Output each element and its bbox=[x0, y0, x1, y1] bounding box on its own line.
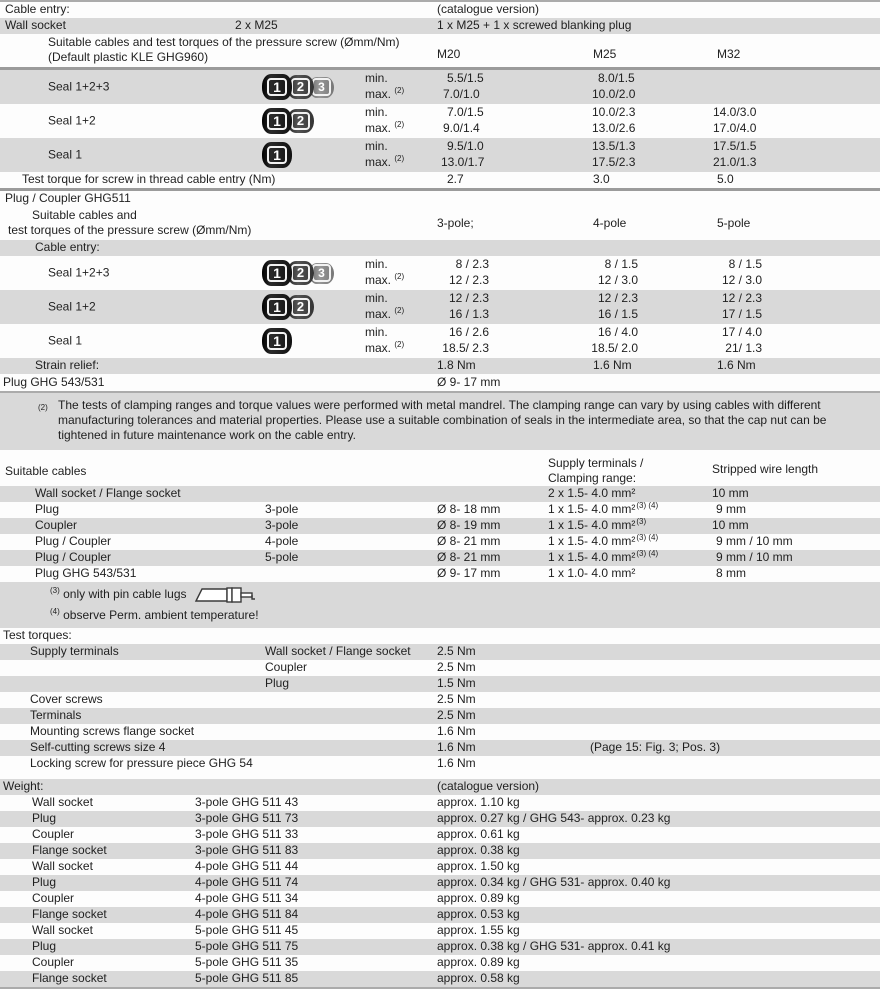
section-title: Weight: bbox=[3, 779, 44, 793]
cell-model: 4-pole GHG 511 34 bbox=[195, 891, 299, 905]
cell-item: Plug bbox=[32, 875, 57, 889]
footnote2-ref: (2) bbox=[394, 154, 405, 163]
seal-1-icon: 1 bbox=[262, 74, 292, 100]
seal-label: Seal 1 bbox=[48, 147, 83, 162]
test-torque-thread-row bbox=[0, 172, 880, 188]
cell-note: (Page 15: Fig. 3; Pos. 3) bbox=[590, 740, 721, 754]
cell-supply: 1 x 1.5- 4.0 mm²$^{(3)}$ bbox=[548, 517, 647, 532]
cell-label: Plug / Coupler bbox=[35, 534, 112, 548]
table-row bbox=[0, 566, 880, 582]
table-row bbox=[0, 971, 880, 987]
col-header-5pole: 5-pole bbox=[717, 216, 751, 230]
seal-label: Seal 1 bbox=[48, 333, 83, 348]
table-row bbox=[0, 724, 880, 740]
cell-min-3pole: 16 / 2.6 bbox=[448, 325, 489, 339]
table-row bbox=[0, 827, 880, 843]
table-row bbox=[0, 907, 880, 923]
cell-sublabel: Wall socket / Flange socket bbox=[265, 644, 411, 658]
min-label: min. bbox=[365, 325, 388, 339]
cell-model: 5-pole GHG 511 85 bbox=[195, 971, 299, 985]
cell-model: 5-pole GHG 511 45 bbox=[195, 923, 299, 937]
cell-weight: approx. 1.10 kg bbox=[437, 795, 520, 809]
cell-min-4pole: 16 / 4.0 bbox=[597, 325, 638, 339]
suitable-cables-header-row bbox=[0, 456, 880, 486]
footnote2-ref: (2) bbox=[394, 340, 405, 349]
col-header-4pole: 4-pole bbox=[593, 216, 627, 230]
cell-value: 1.6 Nm bbox=[437, 724, 476, 738]
cell-weight: approx. 0.61 kg bbox=[437, 827, 520, 841]
section-title: Plug / Coupler GHG511 bbox=[5, 191, 131, 205]
table-row bbox=[0, 486, 880, 502]
col-header-wire: Stripped wire length bbox=[712, 462, 819, 476]
footnote34-block bbox=[0, 582, 880, 628]
cell-model: 5-pole GHG 511 75 bbox=[195, 939, 299, 953]
cell-weight: approx. 0.58 kg bbox=[437, 971, 520, 985]
cell-max-5pole: 21/ 1.3 bbox=[725, 341, 762, 355]
cell-value: 2.5 Nm bbox=[437, 708, 476, 722]
cell-min-4pole: 12 / 2.3 bbox=[597, 291, 638, 305]
table-row bbox=[0, 843, 880, 859]
cell-item: Coupler bbox=[32, 827, 75, 841]
max-label: max. $^{(2)}$ bbox=[365, 86, 405, 101]
cell-model: 3-pole GHG 511 33 bbox=[195, 827, 299, 841]
cell-model: 5-pole GHG 511 35 bbox=[195, 955, 299, 969]
cell-max-m25: 17.5/2.3 bbox=[592, 155, 636, 169]
footnote3-text: only with pin cable lugs bbox=[63, 587, 187, 602]
table-row bbox=[0, 708, 880, 724]
col-header-m25: M25 bbox=[593, 47, 617, 61]
seal-12-icon bbox=[262, 108, 314, 134]
footnote2-block bbox=[0, 393, 880, 450]
footnote3-marker: (3) bbox=[50, 586, 60, 596]
min-label: min. bbox=[365, 105, 388, 119]
cell-max-m32: 21.0/1.3 bbox=[713, 155, 757, 169]
cell-item: Coupler bbox=[32, 955, 75, 969]
cell-min-m32: 17.5/1.5 bbox=[713, 139, 757, 153]
table-row bbox=[0, 740, 880, 756]
cell-min-3pole: 12 / 2.3 bbox=[448, 291, 489, 305]
pc-seal-row-12 bbox=[0, 290, 880, 324]
cell-sublabel: Coupler bbox=[265, 660, 308, 674]
cell-item: Wall socket bbox=[32, 923, 93, 937]
cell-label: Supply terminals bbox=[30, 644, 119, 658]
cell-max-m32: 17.0/4.0 bbox=[713, 121, 757, 135]
cell-weight: approx. 0.89 kg bbox=[437, 891, 520, 905]
wall-socket-row bbox=[0, 18, 880, 34]
cell-supply: 1 x 1.5- 4.0 mm²$^{(3) (4)}$ bbox=[548, 533, 659, 548]
cell-diameter: Ø 8- 19 mm bbox=[437, 518, 501, 532]
cell-min-m32: 14.0/3.0 bbox=[713, 105, 757, 119]
table-row bbox=[0, 660, 880, 676]
cell-min-m20: 9.5/1.0 bbox=[447, 139, 484, 153]
col-header-supply-1: Supply terminals / bbox=[548, 456, 644, 470]
cell-value-3pole: 1.8 Nm bbox=[437, 358, 476, 372]
row-label: Wall socket bbox=[5, 18, 66, 32]
cell-min-5pole: 17 / 4.0 bbox=[721, 325, 762, 339]
cell-weight: approx. 0.89 kg bbox=[437, 955, 520, 969]
cell-wire: 9 mm / 10 mm bbox=[716, 534, 793, 548]
cell-weight: approx. 0.53 kg bbox=[437, 907, 520, 921]
cell-max-3pole: 18.5/ 2.3 bbox=[442, 341, 489, 355]
footnote2-ref: (2) bbox=[394, 120, 405, 129]
row-label: Test torque for screw in thread cable entry (Nm) bbox=[22, 172, 276, 186]
header-line1: Suitable cables and test torques of the pressure screw (Ømm/Nm) bbox=[48, 35, 400, 49]
cell-label: Coupler bbox=[35, 518, 78, 532]
cell-model: 4-pole GHG 511 44 bbox=[195, 859, 299, 873]
pc-cable-entry-row bbox=[0, 240, 880, 256]
cell-diameter: Ø 8- 21 mm bbox=[437, 534, 501, 548]
cell-max-m20: 13.0/1.7 bbox=[441, 155, 485, 169]
cell-min-m25: 13.5/1.3 bbox=[592, 139, 636, 153]
max-label: max. $^{(2)}$ bbox=[365, 154, 405, 169]
max-label: max. $^{(2)}$ bbox=[365, 340, 405, 355]
plug-ghg543-row bbox=[0, 374, 880, 391]
footnote4-marker: (4) bbox=[50, 607, 60, 616]
cell-model: 3-pole GHG 511 43 bbox=[195, 795, 299, 809]
cell-label: Plug GHG 543/531 bbox=[35, 566, 137, 580]
cell-max-4pole: 18.5/ 2.0 bbox=[591, 341, 638, 355]
cell-supply: 1 x 1.5- 4.0 mm²$^{(3) (4)}$ bbox=[548, 501, 659, 516]
cell-label: Cover screws bbox=[30, 692, 103, 706]
min-label: min. bbox=[365, 257, 388, 271]
cell-value-m20: 2.7 bbox=[447, 172, 464, 186]
cell-min-5pole: 12 / 2.3 bbox=[721, 291, 762, 305]
cell-pole: 3-pole bbox=[265, 502, 299, 516]
cell-item: Wall socket bbox=[32, 795, 93, 809]
cell-min-m25: 10.0/2.3 bbox=[592, 105, 636, 119]
table-row bbox=[0, 644, 880, 660]
cell-value-m25: 3.0 bbox=[593, 172, 610, 186]
cell-weight: approx. 0.38 kg bbox=[437, 843, 520, 857]
footnote2-marker: (2) bbox=[38, 403, 48, 412]
table-row bbox=[0, 891, 880, 907]
seal-3-icon: 3 bbox=[309, 77, 334, 98]
col-header-m32: M32 bbox=[717, 47, 741, 61]
cell-max-4pole: 12 / 3.0 bbox=[597, 273, 638, 287]
footnote2-text: The tests of clamping ranges and torque values were performed with metal mandrel. The clamping range can vary by using cables with different manufacturing tolerances and material properties. Please use a suitable combination of seals in the intermediate area, so that the cap nut can be tightened in future maintenance work on the cable entry. bbox=[58, 398, 827, 442]
cell-value: 2.5 Nm bbox=[437, 660, 476, 674]
cell-model: 3-pole GHG 511 73 bbox=[195, 811, 299, 825]
table-row bbox=[0, 875, 880, 891]
seal-1-only-icon bbox=[262, 142, 292, 168]
cable-entry-header-row bbox=[0, 34, 880, 67]
cell-min-5pole: 8 / 1.5 bbox=[728, 257, 762, 271]
footnote2-ref: (2) bbox=[394, 272, 405, 281]
cable-entry-title-row bbox=[0, 2, 880, 18]
seal-12-icon bbox=[262, 294, 314, 320]
footnote4-text: observe Perm. ambient temperature! bbox=[63, 608, 259, 622]
table-row bbox=[0, 502, 880, 518]
seal-label: Seal 1+2+3 bbox=[48, 79, 110, 94]
seal-row-123 bbox=[0, 70, 880, 104]
seal-label: Seal 1+2+3 bbox=[48, 265, 110, 280]
cell-pole: 3-pole bbox=[265, 518, 299, 532]
min-label: min. bbox=[365, 139, 388, 153]
cell-model: 3-pole GHG 511 83 bbox=[195, 843, 299, 857]
cell-min-m20: 7.0/1.5 bbox=[447, 105, 484, 119]
seal-label: Seal 1+2 bbox=[48, 113, 96, 128]
min-label: min. bbox=[365, 291, 388, 305]
cell-item: Wall socket bbox=[32, 859, 93, 873]
cell-value-4pole: 1.6 Nm bbox=[593, 358, 632, 372]
col-header-supply-2: Clamping range: bbox=[548, 471, 637, 485]
row-value: 2 x M25 bbox=[235, 18, 278, 32]
cell-label: Locking screw for pressure piece GHG 54 bbox=[30, 756, 253, 770]
cell-label: Plug / Coupler bbox=[35, 550, 112, 564]
seal-1-only-icon bbox=[262, 328, 292, 354]
row-label: Plug GHG 543/531 bbox=[3, 375, 105, 389]
cell-diameter: Ø 8- 21 mm bbox=[437, 550, 501, 564]
cell-value: 2.5 Nm bbox=[437, 692, 476, 706]
cell-wire: 9 mm bbox=[716, 502, 746, 516]
cell-value-5pole: 1.6 Nm bbox=[717, 358, 756, 372]
table-row bbox=[0, 955, 880, 971]
cell-wire: 10 mm bbox=[712, 486, 749, 500]
header-line2: (Default plastic KLE GHG960) bbox=[48, 50, 209, 64]
cell-max-4pole: 16 / 1.5 bbox=[597, 307, 638, 321]
cell-label: Self-cutting screws size 4 bbox=[30, 740, 166, 754]
cell-label: Mounting screws flange socket bbox=[30, 724, 195, 738]
cell-weight: approx. 0.38 kg / GHG 531- approx. 0.41 kg bbox=[437, 939, 671, 953]
footnote2-ref: (2) bbox=[394, 306, 405, 315]
cell-model: 4-pole GHG 511 74 bbox=[195, 875, 299, 889]
footnote3-line bbox=[50, 586, 256, 604]
cell-item: Flange socket bbox=[32, 971, 107, 985]
cell-value: Ø 9- 17 mm bbox=[437, 375, 501, 389]
cell-value: 1.6 Nm bbox=[437, 740, 476, 754]
seal-1-icon: 1 bbox=[262, 142, 292, 168]
pc-seal-row-123 bbox=[0, 256, 880, 290]
cell-max-m25: 13.0/2.6 bbox=[592, 121, 636, 135]
cell-wire: 9 mm / 10 mm bbox=[716, 550, 793, 564]
cell-max-m20: 9.0/1.4 bbox=[443, 121, 480, 135]
cell-supply: 1 x 1.0- 4.0 mm² bbox=[548, 566, 636, 580]
weight-title-row bbox=[0, 779, 880, 795]
seal-1-icon: 1 bbox=[262, 108, 292, 134]
cell-supply: 1 x 1.5- 4.0 mm²$^{(3) (4)}$ bbox=[548, 549, 659, 564]
seal-1-icon: 1 bbox=[262, 294, 292, 320]
min-label: min. bbox=[365, 71, 388, 85]
table-row bbox=[0, 811, 880, 827]
table-row bbox=[0, 550, 880, 566]
max-label: max. $^{(2)}$ bbox=[365, 272, 405, 287]
cell-max-5pole: 17 / 1.5 bbox=[721, 307, 762, 321]
pin-cable-lug-icon bbox=[194, 586, 256, 604]
cell-value: 1.6 Nm bbox=[437, 756, 476, 770]
col-header-3pole: 3-pole; bbox=[437, 216, 474, 230]
cell-item: Plug bbox=[32, 811, 57, 825]
cell-pole: 4-pole bbox=[265, 534, 299, 548]
catalogue-version-label: (catalogue version) bbox=[437, 2, 540, 16]
seal-row-12 bbox=[0, 104, 880, 138]
catalogue-version-label: (catalogue version) bbox=[437, 779, 540, 793]
seal-2-icon: 2 bbox=[287, 109, 314, 133]
seal-123-icon bbox=[262, 260, 334, 286]
table-row bbox=[0, 756, 880, 772]
cell-wire: 8 mm bbox=[716, 566, 746, 580]
section-title: Cable entry: bbox=[5, 2, 70, 16]
col-header-m20: M20 bbox=[437, 47, 461, 61]
table-row bbox=[0, 676, 880, 692]
cell-weight: approx. 1.50 kg bbox=[437, 859, 520, 873]
seal-2-icon: 2 bbox=[287, 261, 314, 285]
cell-label: Wall socket / Flange socket bbox=[35, 486, 181, 500]
seal-label: Seal 1+2 bbox=[48, 299, 96, 314]
cell-wire: 10 mm bbox=[712, 518, 749, 532]
cell-value: 1.5 Nm bbox=[437, 676, 476, 690]
cell-item: Coupler bbox=[32, 891, 75, 905]
cell-min-m20: 5.5/1.5 bbox=[447, 71, 484, 85]
table-row bbox=[0, 923, 880, 939]
seal-3-icon: 3 bbox=[309, 263, 334, 284]
footnote4-line bbox=[50, 608, 259, 623]
cell-label: Terminals bbox=[30, 708, 82, 722]
table-row bbox=[0, 534, 880, 550]
table-row bbox=[0, 939, 880, 955]
cell-label: Plug bbox=[35, 502, 60, 516]
table-row bbox=[0, 518, 880, 534]
section-title: Test torques: bbox=[3, 628, 72, 642]
seal-row-1 bbox=[0, 138, 880, 172]
max-label: max. $^{(2)}$ bbox=[365, 306, 405, 321]
row-label: Strain relief: bbox=[35, 358, 100, 372]
seal-2-icon: 2 bbox=[287, 75, 314, 99]
cell-diameter: Ø 8- 18 mm bbox=[437, 502, 501, 516]
max-label: max. $^{(2)}$ bbox=[365, 120, 405, 135]
cell-min-m25: 8.0/1.5 bbox=[598, 71, 635, 85]
cell-supply: 2 x 1.5- 4.0 mm² bbox=[548, 486, 636, 500]
section-title: Suitable cables bbox=[5, 464, 87, 478]
cell-max-m25: 10.0/2.0 bbox=[592, 87, 636, 101]
row-label: Cable entry: bbox=[35, 240, 100, 254]
table-row bbox=[0, 859, 880, 875]
cell-max-3pole: 12 / 2.3 bbox=[448, 273, 489, 287]
cell-value-m32: 5.0 bbox=[717, 172, 734, 186]
plug-coupler-header-row bbox=[0, 207, 880, 240]
cell-max-m20: 7.0/1.0 bbox=[443, 87, 480, 101]
cell-sublabel: Plug bbox=[265, 676, 290, 690]
test-torques-title-row bbox=[0, 628, 880, 644]
row-value: 1 x M25 + 1 x screwed blanking plug bbox=[437, 18, 632, 32]
cell-weight: approx. 0.34 kg / GHG 531- approx. 0.40 kg bbox=[437, 875, 671, 889]
cell-item: Flange socket bbox=[32, 907, 107, 921]
cell-max-3pole: 16 / 1.3 bbox=[448, 307, 489, 321]
cell-pole: 5-pole bbox=[265, 550, 299, 564]
seal-1-icon: 1 bbox=[262, 328, 292, 354]
seal-2-icon: 2 bbox=[287, 295, 314, 319]
cell-item: Flange socket bbox=[32, 843, 107, 857]
cell-weight: approx. 1.55 kg bbox=[437, 923, 520, 937]
seal-1-icon: 1 bbox=[262, 260, 292, 286]
seal-123-icon bbox=[262, 74, 334, 100]
pc-seal-row-1 bbox=[0, 324, 880, 358]
header-line1: Suitable cables and bbox=[32, 208, 137, 222]
cell-diameter: Ø 9- 17 mm bbox=[437, 566, 501, 580]
table-row bbox=[0, 692, 880, 708]
cell-min-3pole: 8 / 2.3 bbox=[455, 257, 489, 271]
cell-item: Plug bbox=[32, 939, 57, 953]
header-line2: test torques of the pressure screw (Ømm/Nm) bbox=[8, 223, 252, 237]
cell-max-5pole: 12 / 3.0 bbox=[721, 273, 762, 287]
strain-relief-row bbox=[0, 358, 880, 374]
cell-value: 2.5 Nm bbox=[437, 644, 476, 658]
spacer bbox=[0, 772, 880, 779]
footnote2-ref: (2) bbox=[394, 86, 405, 95]
plug-coupler-title-row bbox=[0, 191, 880, 207]
cell-weight: approx. 0.27 kg / GHG 543- approx. 0.23 kg bbox=[437, 811, 671, 825]
cell-min-4pole: 8 / 1.5 bbox=[604, 257, 638, 271]
table-row bbox=[0, 795, 880, 811]
cell-model: 4-pole GHG 511 84 bbox=[195, 907, 299, 921]
